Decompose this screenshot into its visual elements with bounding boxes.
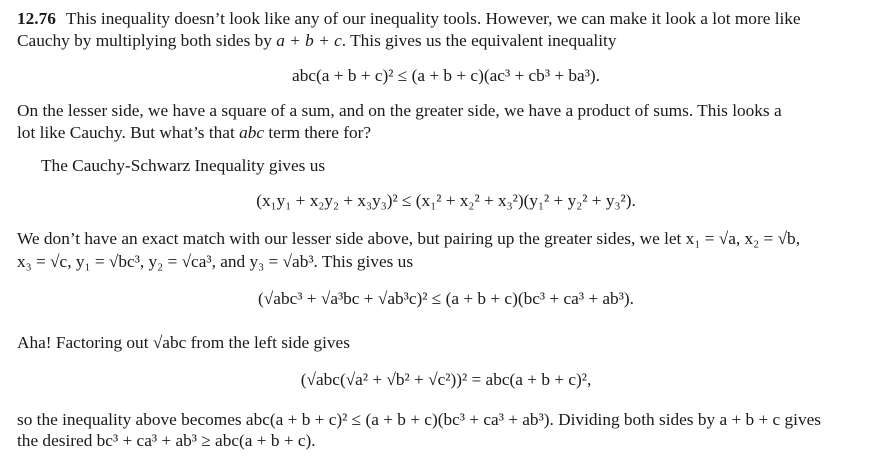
math-inline: a + b + c [276,31,342,50]
text: . This gives us the equivalent inequality [341,31,617,50]
text: Cauchy by multiplying both sides by [17,31,277,50]
text: term there for? [264,123,372,142]
paragraph-1-text-1: This inequality doesn’t look like any of our inequality tools. However, we can make it look a lot more like [65,9,801,28]
paragraph-1-line-2 [17,31,616,51]
paragraph-1-line-1 [17,9,801,29]
display-equation-4: (√abc(√a² + √b² + √c²))² = abc(a + b + c)², [300,370,592,389]
paragraph-6-line-2: the desired bc³ + ca³ + ab³ ≥ abc(a + b + c). [17,431,316,450]
text: lot like Cauchy. But what’s that [17,123,240,142]
paragraph-2-line-1: On the lesser side, we have a square of a sum, and on the greater side, we have a product of sums. This looks a [17,101,782,120]
math-inline: abc [239,123,265,142]
problem-number: 12.76 [17,9,56,28]
paragraph-2-line-2 [17,123,371,143]
display-equation-3: (√abc³ + √a³bc + √ab³c)² ≤ (a + b + c)(bc³ + ca³ + ab³). [258,289,634,308]
paragraph-4-line-2: x₃ = √c, y₁ = √bc³, y₂ = √ca³, and y₃ = √ab³. This gives us [17,252,414,271]
paragraph-5-line-1: Aha! Factoring out √abc from the left side gives [17,333,350,352]
paragraph-4-line-1: We don’t have an exact match with our lesser side above, but pairing up the greater sides, we let x₁ = √a, x₂ = √b, [17,229,801,248]
display-equation-2: (x₁y₁ + x₂y₂ + x₃y₃)² ≤ (x₁² + x₂² + x₃²)(y₁² + y₂² + y₃²). [256,191,636,210]
paragraph-6-line-1: so the inequality above becomes abc(a + b + c)² ≤ (a + b + c)(bc³ + ca³ + ab³). Dividing both sides by a + b + c gives [17,410,821,429]
display-equation-1: abc(a + b + c)² ≤ (a + b + c)(ac³ + cb³ + ba³). [292,66,600,85]
paragraph-3-line-1: The Cauchy-Schwarz Inequality gives us [41,156,326,175]
